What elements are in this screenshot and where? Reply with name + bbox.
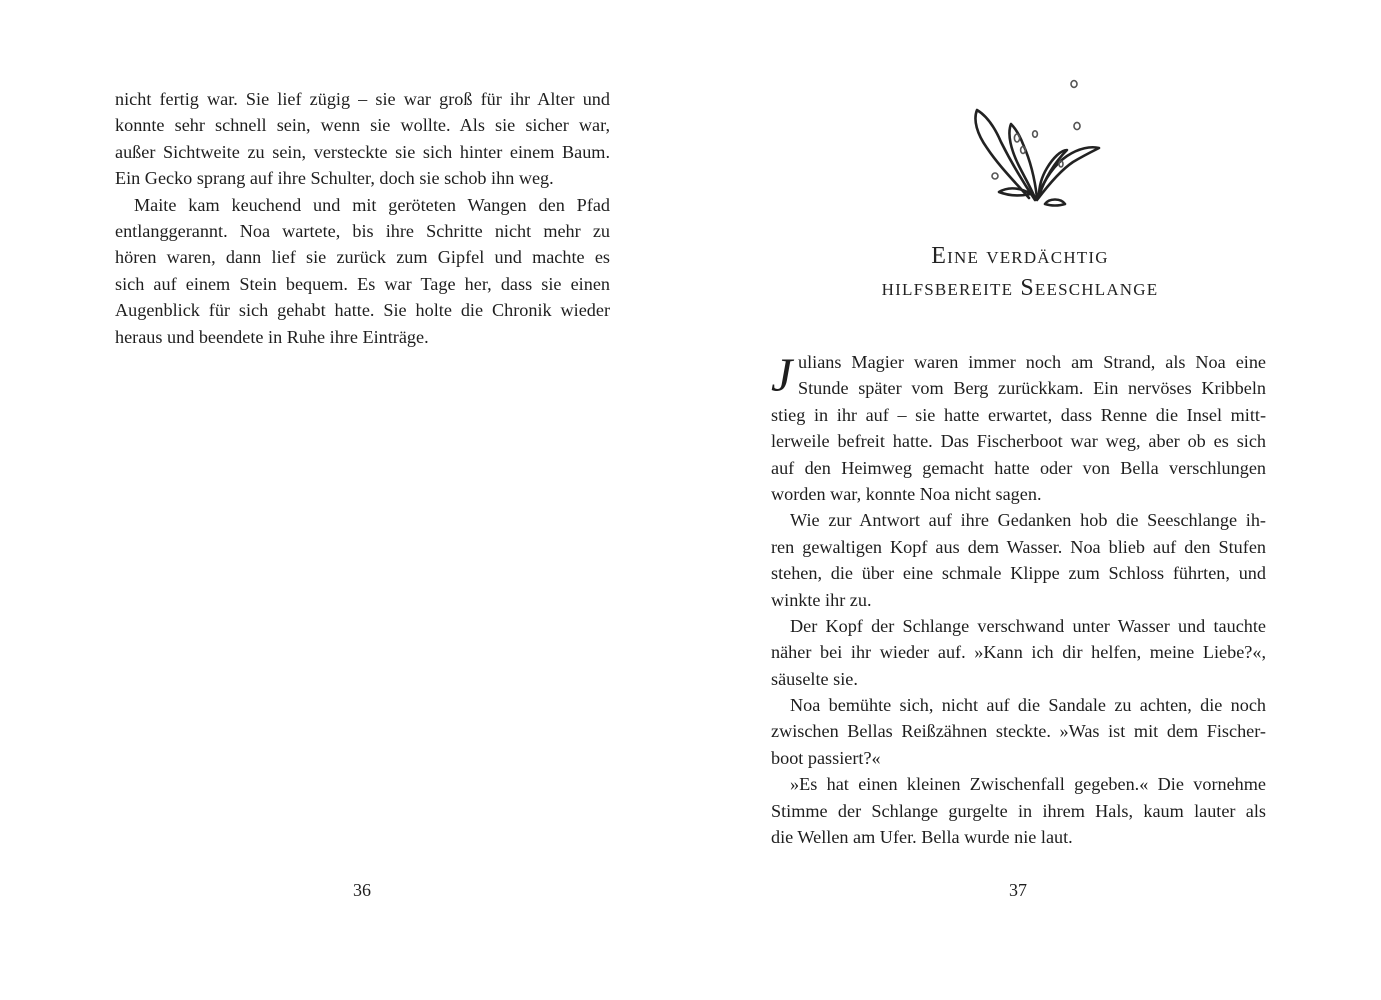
text-line: ulians Magier waren immer noch am Strand, als Noa eine <box>798 352 1266 372</box>
text-line: stieg in ihr auf – sie hatte erwartet, dass Renne die Insel mitt- <box>771 404 1266 425</box>
page-number: 37 <box>1009 880 1027 900</box>
text-line: »Es hat einen kleinen Zwischenfall gegeben.« Die vornehme <box>790 774 1266 795</box>
text-line: Augenblick für sich gehabt hatte. Sie holte die Chronik wieder <box>115 300 610 321</box>
text-line: entlanggerannt. Noa wartete, bis ihre Schritte nicht mehr zu <box>115 220 610 241</box>
text-line: zwischen Bellas Reißzähnen steckte. »Was ist mit dem Fischer- <box>771 721 1266 742</box>
right-page <box>690 0 1381 1000</box>
left-page-body <box>115 86 610 350</box>
text-line: näher bei ihr wieder auf. »Kann ich dir helfen, meine Liebe?«, <box>771 642 1266 663</box>
text-line: auf den Heimweg gemacht hatte oder von Bella verschlungen <box>771 457 1266 478</box>
chapter-title-line: Eine verdächtig <box>931 243 1109 269</box>
text-line: Maite kam keuchend und mit geröteten Wangen den Pfad <box>134 194 610 215</box>
text-line: Ein Gecko sprang auf ihre Schulter, doch sie schob ihn weg. <box>115 168 554 189</box>
text-line: stehen, die über eine schmale Klippe zum Schloss führten, und <box>771 563 1266 584</box>
text-line: konnte sehr schnell sein, wenn sie wollte. Als sie sicher war, <box>115 115 610 136</box>
text-line: säuselte sie. <box>771 668 858 689</box>
text-line: heraus und beendete in Ruhe ihre Einträge. <box>115 326 429 347</box>
paragraph <box>771 507 1266 613</box>
text-line: winkte ihr zu. <box>771 589 872 610</box>
chapter-title <box>750 240 1290 304</box>
drop-cap: J <box>771 349 793 402</box>
text-line: lerweile befreit hatte. Das Fischerboot war weg, aber ob es sich <box>771 431 1266 452</box>
text-line: Der Kopf der Schlange verschwand unter Wasser und tauchte <box>790 615 1266 636</box>
text-line: hören waren, dann lief sie zurück zum Gipfel und machte es <box>115 247 610 268</box>
paragraph <box>771 349 1266 507</box>
text-line: nicht fertig war. Sie lief zügig – sie war groß für ihr Alter und <box>115 89 610 109</box>
text-line: Stimme der Schlange gurgelte in ihrem Hals, kaum lauter als <box>771 800 1266 821</box>
text-line: sich auf einem Stein bequem. Es war Tage her, dass sie einen <box>115 273 610 294</box>
paragraph <box>771 613 1266 692</box>
text-line: Stunde später vom Berg zurückkam. Ein nervöses Kribbeln <box>798 378 1266 399</box>
text-line: Wie zur Antwort auf ihre Gedanken hob die Seeschlange ih- <box>790 510 1266 531</box>
text-line: boot passiert?« <box>771 747 881 768</box>
paragraph <box>115 192 610 350</box>
right-page-body <box>771 349 1266 850</box>
paragraph <box>115 86 610 192</box>
paragraph <box>771 771 1266 850</box>
seaweed-icon <box>965 72 1115 212</box>
paragraph <box>771 692 1266 771</box>
page-number: 36 <box>353 880 371 900</box>
text-line: die Wellen am Ufer. Bella wurde nie laut. <box>771 827 1073 848</box>
text-line: ren gewaltigen Kopf aus dem Wasser. Noa blieb auf den Stufen <box>771 536 1266 557</box>
text-line: außer Sichtweite zu sein, versteckte sie sich hinter einem Baum. <box>115 141 610 162</box>
chapter-title-line: hilfsbereite Seeschlange <box>881 275 1159 301</box>
left-page <box>0 0 690 1000</box>
text-line: worden war, konnte Noa nicht sagen. <box>771 483 1042 504</box>
text-line: Noa bemühte sich, nicht auf die Sandale zu achten, die noch <box>790 695 1266 716</box>
